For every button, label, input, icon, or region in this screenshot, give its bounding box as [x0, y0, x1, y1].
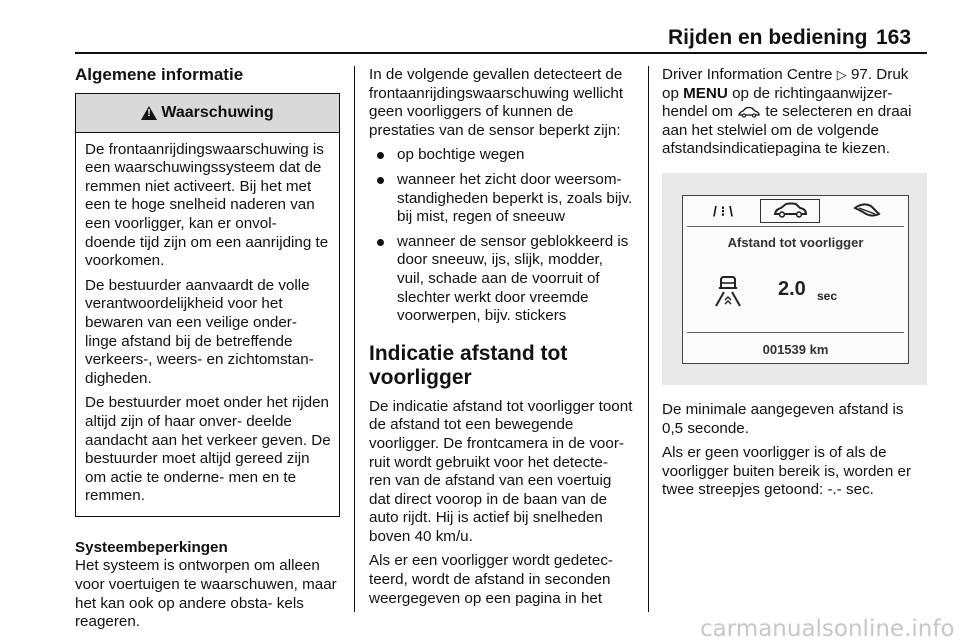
list-item: wanneer het zicht door weersom- standigheden beperkt is, zoals bijv. bij mist, regen of sneeuw: [369, 171, 634, 227]
section-title: Algemene informatie: [75, 65, 244, 84]
warning-paragraph: De bestuurder moet onder het rijden altijd zijn of haar onver- deelde aandacht aan het verkeer geven. De bestuurder moet altijd gereed zijn om actie te onderne- men en te remmen.: [85, 394, 331, 505]
display-divider: [687, 332, 904, 333]
intro-text: In de volgende gevallen detecteert de frontaanrijdingswaarschuwing wellicht geen voorliggers of kunnen de prestaties van de sensor beperkt zijn:: [369, 66, 624, 139]
warning-body: [76, 133, 339, 516]
warning-paragraph: De frontaanrijdingswaarschuwing is een waarschuwingssysteem dat de remmen niet activeert. Bij het met een te hoge snelheid naderen van een voorligger, kan er onvol- doende tijd zijn om een aanrijding te voorkomen.: [85, 140, 329, 270]
tab-gauge: [849, 200, 885, 222]
warning-header: [76, 94, 339, 133]
body-paragraph: De minimale aangegeven afstand is 0,5 seconde.: [662, 400, 904, 437]
instruction-paragraph: [662, 66, 927, 159]
display-title: Afstand tot voorligger: [727, 234, 864, 250]
header-rule: [75, 52, 927, 54]
odometer-reading: 001539 km: [762, 341, 829, 357]
page-number: 163: [876, 26, 912, 49]
following-distance-icon: [713, 274, 743, 308]
column-middle: [369, 66, 634, 614]
tab-road: / ⁝ \: [712, 202, 733, 219]
body-paragraph: Als er geen voorligger is of als de voorligger buiten bereik is, worden er twee streepjes getoond: -.- sec.: [662, 444, 912, 499]
warning-title: Waarschuwing: [161, 103, 274, 121]
distance-value: 2.0: [778, 277, 806, 300]
vehicle-info-icon: [737, 106, 761, 118]
limitations-list: [369, 146, 634, 325]
section-heading: Indicatie afstand tot voorligger: [369, 341, 568, 389]
instruction-text: te selecteren en draai aan het stelwiel om de volgende afstandsindicatiepagina te kiezen.: [662, 103, 912, 158]
list-item: wanneer de sensor geblokkeerd is door sneeuw, ijs, slijk, modder, vuil, schade aan de voorruit of slechter werkt door vreemde voorwerpen, bijv. stickers: [369, 233, 634, 326]
column-divider: [354, 66, 355, 612]
car-icon: [761, 200, 819, 220]
instrument-display: [682, 195, 909, 364]
warning-triangle-icon: [141, 106, 157, 120]
instruction-text: op de richtingaanwijzer- hendel om: [662, 84, 893, 121]
watermark: carmanualsonline.info: [700, 616, 955, 642]
column-divider: [648, 66, 649, 612]
subsection-text: Het systeem is ontworpen om alleen voor voertuigen te waarschuwen, maar het kan ook op andere obsta- kels reageren.: [75, 557, 337, 631]
warning-box: [75, 93, 340, 517]
column-left: [75, 66, 340, 638]
display-illustration: [662, 173, 927, 385]
page-reference-icon: ▷: [836, 67, 847, 82]
column-right: [662, 66, 927, 506]
gauge-icon: [849, 200, 885, 222]
display-tabs: [683, 196, 908, 226]
display-divider: [687, 226, 904, 227]
chapter-title: Rijden en bediening: [668, 26, 868, 49]
tab-vehicle-selected: [760, 199, 820, 223]
body-paragraph: Als er een voorligger wordt gedetec- teerd, wordt de afstand in seconden weergegeven op een pagina in het: [369, 552, 613, 607]
body-paragraph: De indicatie afstand tot voorligger toont de afstand tot een bewegende voorligger. De frontcamera in de voor- ruit wordt gebruikt voor het detecte- ren van de afstand van een voertuig dat direct voorop in de baan van de auto rijdt. Hij is actief bij snelheden boven 40 km/u.: [369, 397, 633, 545]
dic-text: Driver Information Centre: [662, 66, 833, 83]
warning-paragraph: De bestuurder aanvaardt de volle verantwoordelijkheid voor het bewaren van een veilige onder- linge afstand bij de betreffende verkeers-, weers- en zichtomstan- digheden.: [85, 276, 314, 387]
page-reference-text: 97. Druk op: [662, 66, 909, 102]
distance-unit: sec: [817, 288, 838, 303]
menu-button-label: MENU: [683, 84, 728, 102]
subsection-title: Systeembeperkingen: [75, 538, 228, 556]
list-item: op bochtige wegen: [369, 146, 634, 165]
